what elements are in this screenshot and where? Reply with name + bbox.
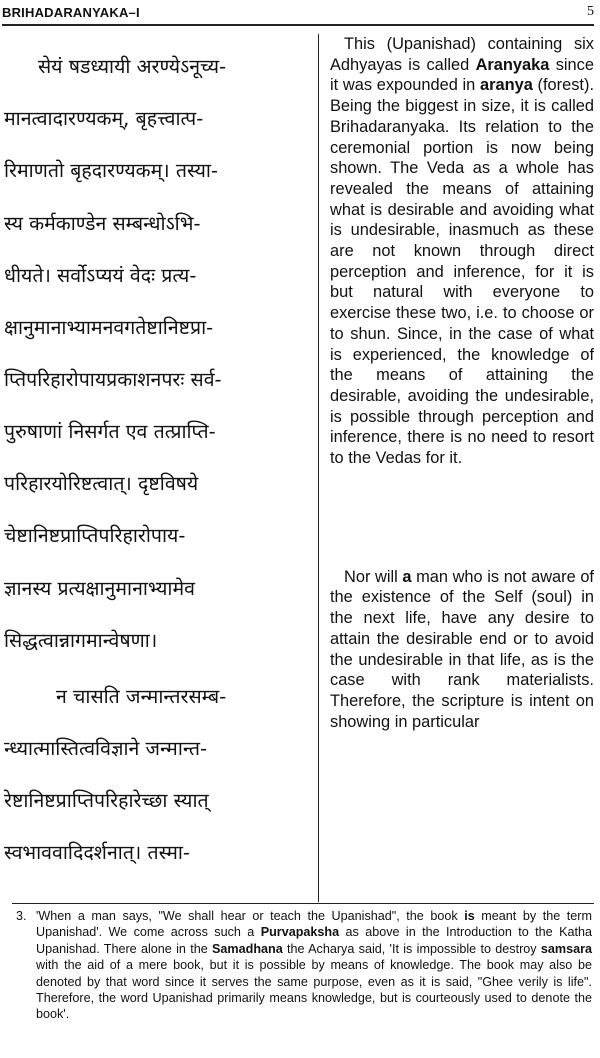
sanskrit-line: रेष्टानिष्टप्राप्तिपरिहारेच्छा स्यात्: [4, 789, 209, 812]
sanskrit-line: स्वभाववादिदर्शनात्। तस्मा-: [4, 841, 190, 864]
footnote: [16, 908, 592, 1023]
bold-term: aranya: [479, 76, 533, 95]
sanskrit-line: पुरुषाणां निसर्गत एव तत्प्राप्ति-: [4, 420, 216, 443]
sanskrit-line: मानत्वादारण्यकम्, बृहत्त्वात्प-: [4, 107, 204, 130]
text-run: meant by the term Upanishad'. We come across such a: [36, 909, 592, 940]
sanskrit-line: स्य कर्मकाण्डेन सम्बन्धोऽभि-: [4, 212, 201, 235]
bold-term: Purvapaksha: [260, 925, 340, 940]
bold-term: is: [464, 909, 475, 923]
text-run: since it was expounded in: [330, 55, 594, 95]
column-divider: [318, 34, 319, 902]
sanskrit-line: क्षानुमानाभ्यामनवगतेष्टानिष्टप्रा-: [4, 316, 214, 339]
text-run: This (Upanishad) containing six Adhyayas is called: [330, 35, 594, 74]
translation-paragraph-2: [330, 567, 594, 733]
page-number: 5: [587, 4, 594, 19]
footnote-number: 3.: [16, 909, 27, 923]
sanskrit-line: सेयं षडध्यायी अरण्येऽनूच्य-: [38, 55, 227, 78]
text-run: Nor will: [344, 567, 403, 586]
bold-term: Samadhana: [212, 941, 283, 956]
bold-term: samsara: [540, 941, 592, 956]
text-run: with the aid of a mere book, but it is possible by means of knowledge. The book may also be denoted by that word since it serves the same purpose, even as it is said, "Ghee verily is life". Therefore, the word Upanishad primarily means knowledge, but is courteously used to denote the book'.: [36, 958, 592, 1022]
translation-paragraph-1: [330, 34, 594, 469]
sanskrit-line: परिहारयोरिष्टत्वात्। दृष्टविषये: [4, 472, 199, 495]
text-run: (forest). Being the biggest in size, it is called Brihadaranyaka. Its relation to the ceremonial portion is now being shown. The Veda as a whole has revealed the means of attaining what is desirable and avoiding what is undesirable, inasmuch as these are not known through direct perception and inference, for it is but natural with everyone to exercise these two, i.e. to choose or to shun. Since, in the case of what is experienced, the knowledge of the means of attaining the desirable, avoiding the undesirable, is possible through perception and inference, there is no need to resort to the Vedas for it.: [330, 76, 594, 468]
sanskrit-line: न्ध्यात्मास्तित्वविज्ञाने जन्मान्त-: [4, 737, 208, 760]
page-header: [2, 0, 594, 26]
text-run: as above in the Introduction to the Katha Upanishad. There alone in the: [36, 925, 592, 956]
sanskrit-line: चेष्टानिष्टप्राप्तिपरिहारोपाय-: [4, 524, 186, 547]
sanskrit-column: [0, 34, 318, 902]
running-title: BRIHADARANYAKA–I: [2, 4, 140, 20]
sanskrit-line: प्तिपरिहारोपायप्रकाशनपरः सर्व-: [4, 368, 222, 391]
text-run: man who is not aware of the existence of the Self (soul) in the next life, have any desire to attain the desirable end or to avoid the undesirable in that life, as is the case with rank materialists. Therefore, the scripture is intent on showing in particular: [330, 567, 594, 731]
sanskrit-line: सिद्धत्वान्नागमान्वेषणा।: [4, 629, 158, 652]
sanskrit-line: धीयते। सर्वोऽप्ययं वेदः प्रत्य-: [4, 264, 197, 287]
bold-term: Aranyaka: [475, 55, 550, 74]
footnote-text: [36, 908, 592, 1023]
text-run: 'When a man says, "We shall hear or teach the Upanishad", the book: [36, 909, 465, 923]
sanskrit-line: रिमाणतो बृहदारण्यकम्। तस्या-: [4, 159, 218, 182]
sanskrit-line: न चासति जन्मान्तरसम्ब-: [56, 685, 227, 708]
english-column: [330, 34, 594, 732]
text-run: the Acharya said, 'It is impossible to destroy: [282, 941, 541, 956]
sanskrit-line: ज्ञानस्य प्रत्यक्षानुमानाभ्यामेव: [4, 577, 195, 600]
bold-term: a: [402, 567, 412, 586]
footnote-rule: [12, 903, 594, 904]
